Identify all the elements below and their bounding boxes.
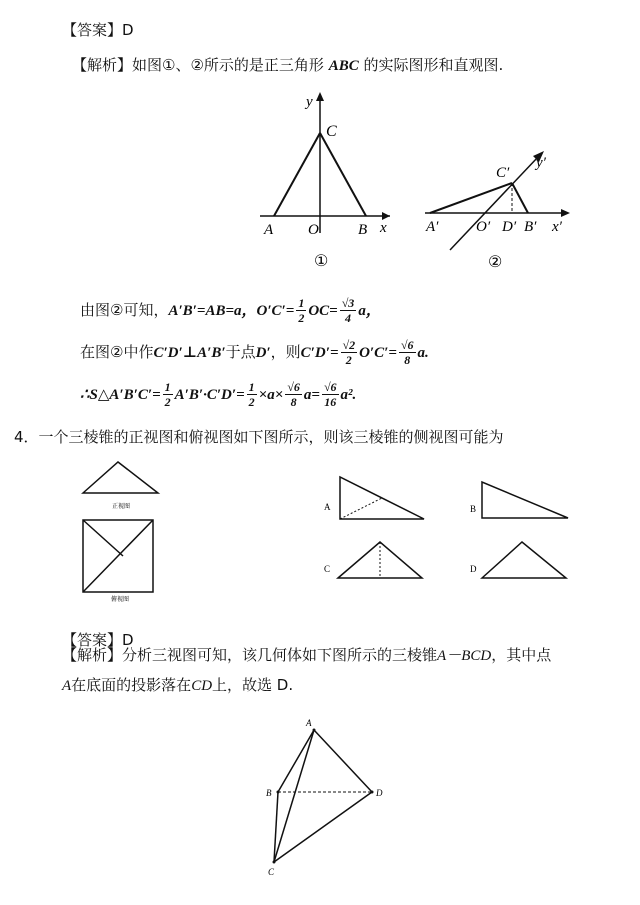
fraction-denominator: 16 — [324, 395, 337, 409]
derivation-text: 在图②中作 — [80, 343, 154, 361]
answer-value: D — [122, 631, 134, 649]
analysis-line-3 — [62, 675, 293, 696]
derivation-expr: a= — [303, 387, 320, 403]
option-D-figure — [468, 538, 573, 583]
label-A: A — [264, 222, 274, 238]
derivation-text: 于点 — [225, 343, 256, 361]
derivation-expr: a². — [340, 387, 357, 403]
front-view-label: 正视图 — [112, 504, 131, 510]
derivation-expr: O′C′= — [359, 345, 397, 361]
pyramid-label-C: C — [268, 867, 275, 877]
question-4 — [14, 427, 504, 447]
pyramid-label-A: A — [306, 718, 312, 728]
answer-label: 【答案】 — [62, 631, 123, 649]
fraction-numerator: √3 — [341, 296, 355, 310]
caption-2: ② — [488, 254, 503, 271]
fraction-denominator: 2 — [298, 311, 305, 325]
fraction — [296, 296, 306, 325]
derivation-text: ，则 — [270, 343, 301, 361]
fraction-denominator: 8 — [404, 353, 411, 367]
fraction — [322, 380, 339, 409]
label-B-prime: B′ — [524, 219, 537, 235]
derivation-expr: A′B′·C′D′= — [174, 387, 245, 403]
fraction-denominator: 2 — [248, 395, 255, 409]
fraction — [340, 296, 357, 325]
figure-oblique-view — [420, 145, 580, 273]
analysis-text: 如图①、②所示的是正三角形 — [132, 56, 324, 74]
fraction-numerator: 1 — [248, 380, 255, 394]
label-C-prime: C′ — [496, 165, 510, 181]
derivation-expr: C′D′⊥A′B′ — [153, 345, 226, 361]
derivation-line-3 — [80, 377, 356, 411]
question-text: 一个三棱锥的正视图和俯视图如下图所示，则该三棱锥的侧视图可能为 — [38, 428, 504, 446]
fraction-numerator: 1 — [164, 380, 171, 394]
fraction-numerator: √6 — [287, 380, 300, 394]
pyramid-label-B: B — [266, 788, 272, 798]
fraction — [163, 380, 173, 409]
answer-label: 【答案】 — [62, 21, 123, 39]
label-x-prime: x′ — [552, 219, 562, 235]
fraction-denominator: 8 — [290, 395, 297, 409]
label-D-prime: D′ — [502, 219, 517, 235]
label-x: x — [380, 220, 387, 236]
analysis-label: 【解析】 — [62, 646, 123, 664]
answer-value: D — [122, 21, 134, 39]
option-C-figure — [322, 538, 432, 583]
derivation-expr: a. — [417, 345, 429, 361]
derivation-text: 由图②可知， — [80, 301, 169, 319]
label-B: B — [358, 222, 368, 238]
top-view-label: 俯视图 — [111, 597, 130, 603]
answer-line-1 — [62, 20, 134, 40]
derivation-line-2 — [80, 335, 429, 369]
analysis-text: 分析三视图可知，该几何体如下图所示的三棱锥 — [122, 646, 438, 664]
fraction-numerator: √6 — [323, 380, 337, 394]
caption-1: ① — [314, 253, 329, 270]
option-A-figure — [322, 474, 432, 524]
option-C-label: C — [324, 564, 331, 574]
triangle-name: ABC — [328, 58, 359, 74]
derivation-expr: A′B′=AB=a，O′C′= — [168, 303, 295, 319]
fraction — [341, 338, 358, 367]
derivation-expr: D′ — [255, 345, 271, 361]
option-B-figure — [468, 478, 573, 522]
fraction-numerator: √6 — [400, 338, 414, 352]
fraction — [285, 380, 302, 409]
fraction-denominator: 2 — [345, 353, 352, 367]
analysis-label: 【解析】 — [72, 56, 133, 74]
derivation-line-1 — [80, 293, 381, 327]
option-D-label: D — [470, 564, 477, 574]
derivation-expr: ∴S△A′B′C′= — [80, 387, 161, 403]
analysis-text: 在底面的投影落在 — [71, 676, 192, 694]
fraction — [399, 338, 416, 367]
fraction-numerator: √2 — [342, 338, 356, 352]
label-y-prime: y′ — [536, 155, 546, 171]
figure-original-triangle — [250, 88, 400, 273]
label-O: O — [308, 222, 319, 238]
point-name: A — [62, 678, 72, 694]
derivation-expr: OC= — [308, 303, 338, 319]
analysis-line-1 — [72, 55, 503, 76]
fraction-denominator: 4 — [345, 311, 352, 325]
option-A-label: A — [324, 502, 331, 512]
front-view-triangle — [83, 462, 158, 493]
analysis-text: 上，故选 D. — [212, 676, 294, 694]
question-number: 4． — [14, 428, 39, 446]
derivation-expr: C′D′= — [300, 345, 339, 361]
label-A-prime: A′ — [426, 219, 439, 235]
derivation-expr: a， — [358, 303, 381, 319]
pyramid-label-D: D — [376, 788, 383, 798]
analysis-text: ，其中点 — [491, 646, 552, 664]
label-y: y — [306, 94, 313, 110]
fraction-numerator: 1 — [298, 296, 305, 310]
option-B-label: B — [470, 504, 477, 514]
fraction — [247, 380, 257, 409]
figure-pyramid — [262, 712, 392, 882]
analysis-text-end: 的实际图形和直观图. — [363, 56, 504, 74]
fraction-denominator: 2 — [164, 395, 171, 409]
label-C: C — [326, 123, 337, 140]
derivation-expr: ×a× — [258, 387, 284, 403]
edge-name: CD — [191, 678, 213, 694]
given-views — [78, 458, 168, 603]
label-O-prime: O′ — [476, 219, 491, 235]
pyramid-name: A－BCD — [437, 648, 492, 664]
analysis-line-2 — [62, 645, 551, 666]
